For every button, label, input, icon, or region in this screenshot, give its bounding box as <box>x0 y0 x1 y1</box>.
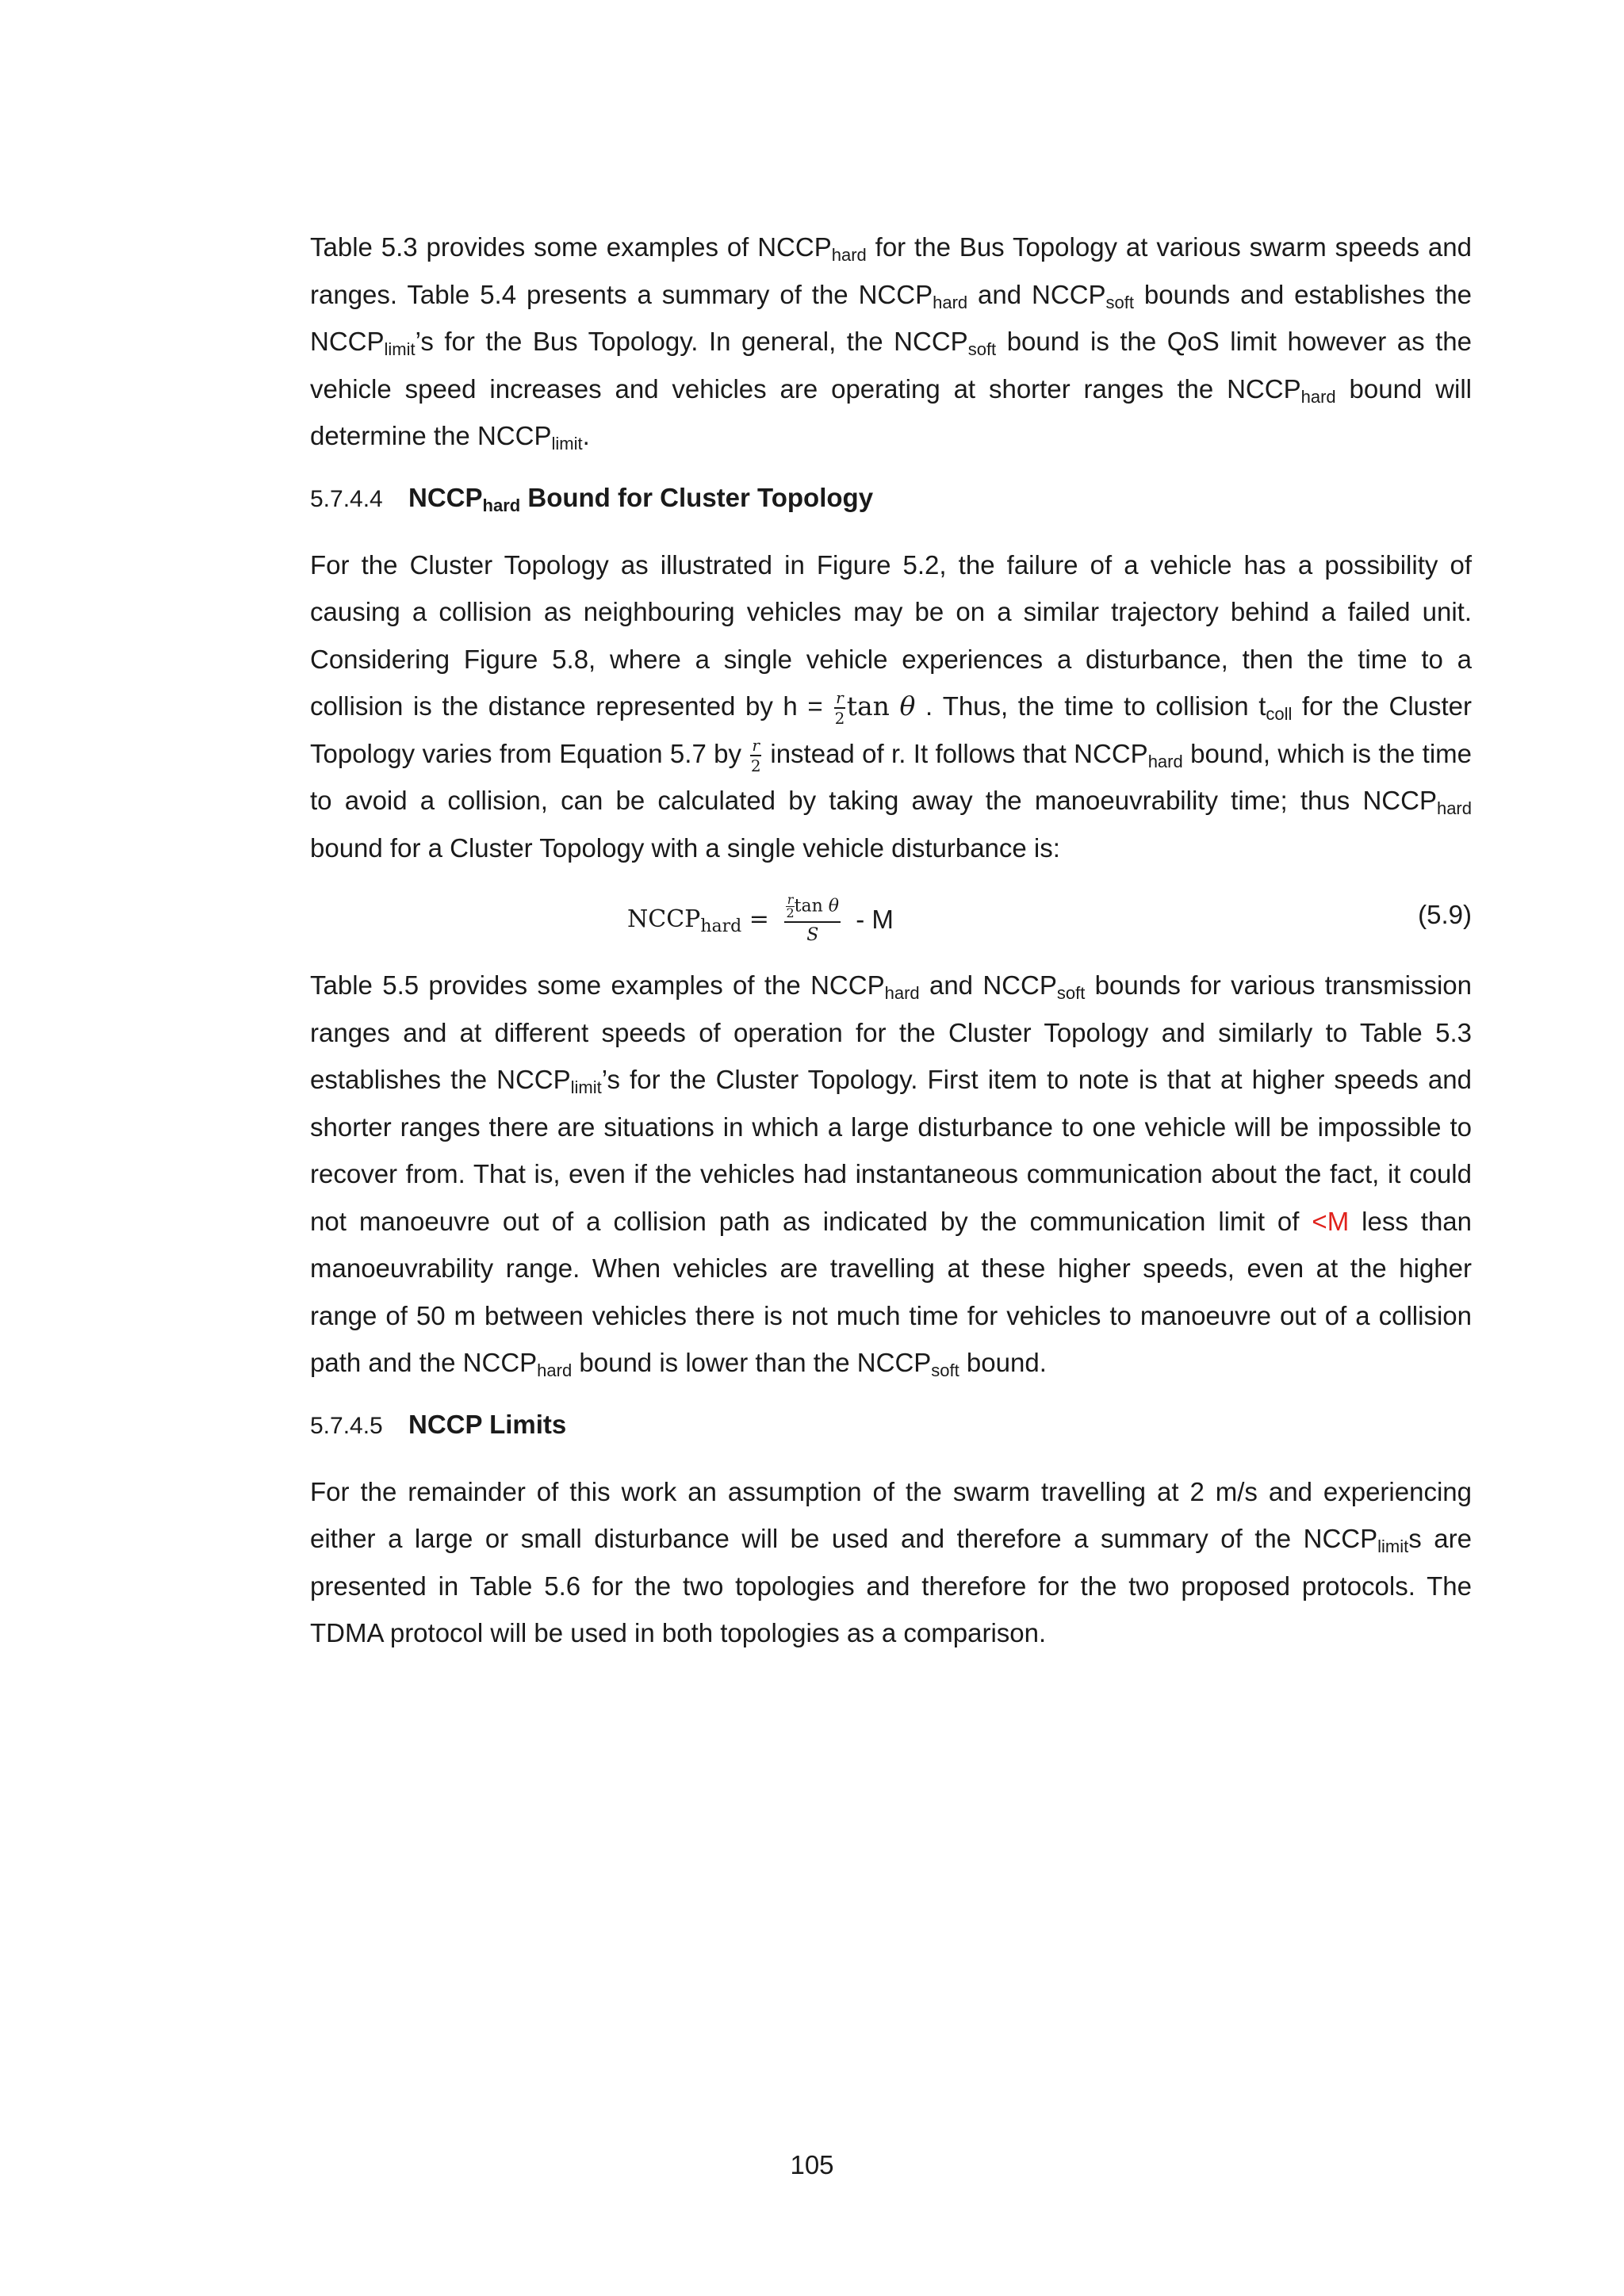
section-title: NCCP Limits <box>408 1409 567 1439</box>
paragraph-bus-topology: Table 5.3 provides some examples of $NCCP_{hard}$ for the Bus Topology at various swarm speeds and ranges. Table 5.4 presents a summary of the $NCCP_{hard}$ and $NCCP_{soft}$ bounds and establishes the $NCCP_{limit}’s$ for the Bus Topology. In general, the $NCCP_{soft}$ bound is the QoS limit however as the vehicle speed increases and vehicles are operating at shorter ranges the $NCCP_{hard}$ bound will determine the $NCCP_{limit}$. <box>310 232 1472 453</box>
section-title: $NCCP_{hard}$ Bound for Cluster Topology <box>408 482 874 515</box>
red-annotation: <M <box>1312 1206 1350 1236</box>
page-number: 105 <box>790 2150 834 2179</box>
section-number: 5.7.4.5 <box>310 1412 383 1439</box>
equation-number: (5.9) <box>1418 900 1472 929</box>
page-body <box>310 224 1472 1657</box>
section-heading-5-7-4-5 <box>310 1409 1472 1442</box>
section-heading-5-7-4-4 <box>310 482 1472 515</box>
fraction-r-over-2: $\frac{r}{2}$ <box>750 735 761 775</box>
equation-body: $NCCP_{hard}$ = $\frac{r}{2}$ tan θ S - M <box>627 892 894 945</box>
equation-fraction: $\frac{r}{2}$ tan θ S <box>786 892 840 945</box>
paragraph-cluster-topology: For the Cluster Topology as illustrated in Figure 5.2, the failure of a vehicle has a possibility of causing a collision as neighbouring vehicles may be on a similar trajectory behind a failed unit. Considering Figure 5.8, where a single vehicle experiences a disturbance, then the time to a collision is the distance represented by h = $\frac{r}{2}$ tan θ . Thus, the time to collision $t_{coll}$ for the Cluster Topology varies from Equation 5.7 by $\frac{r}{2}$ instead of r. It follows that $NCCP_{hard}$ bound, which is the time to avoid a collision, can be calculated by taking away the manoeuvrability time; thus $NCCP_{hard}$ bound for a Cluster Topology with a single vehicle disturbance is: <box>310 549 1473 863</box>
paragraph-nccp-limits: For the remainder of this work an assumption of the swarm travelling at 2 m/s and experiencing either a large or small disturbance will be used and therefore a summary of the $NCCP_{limit}s$ are presented in Table 5.6 for the two topologies and therefore for the two proposed protocols. The TDMA protocol will be used in both topologies as a comparison. <box>310 1476 1472 1647</box>
equation-5-9 <box>310 886 1472 957</box>
fraction-r-over-2: $\frac{r}{2}$ <box>834 688 845 729</box>
paragraph-table-5-5: Table 5.5 provides some examples of the $NCCP_{hard}$ and $NCCP_{soft}$ bounds for various transmission ranges and at different speeds of operation for the Cluster Topology and similarly to Table 5.3 establishes the $NCCP_{limit}’s$ for the Cluster Topology. First item to note is that at higher speeds and shorter ranges there are situations in which a large disturbance to one vehicle will be impossible to recover from. That is, even if the vehicles had instantaneous communication about the fact, it could not manoeuvre out of a collision path as indicated by the communication limit of <M less than manoeuvrability range. When vehicles are travelling at these higher speeds, even at the higher range of 50 m between vehicles there is not much time for vehicles to manoeuvre out of a collision path and the $NCCP_{hard}$ bound is lower than the $NCCP_{soft}$ bound. <box>310 970 1472 1380</box>
section-number: 5.7.4.4 <box>310 485 383 512</box>
